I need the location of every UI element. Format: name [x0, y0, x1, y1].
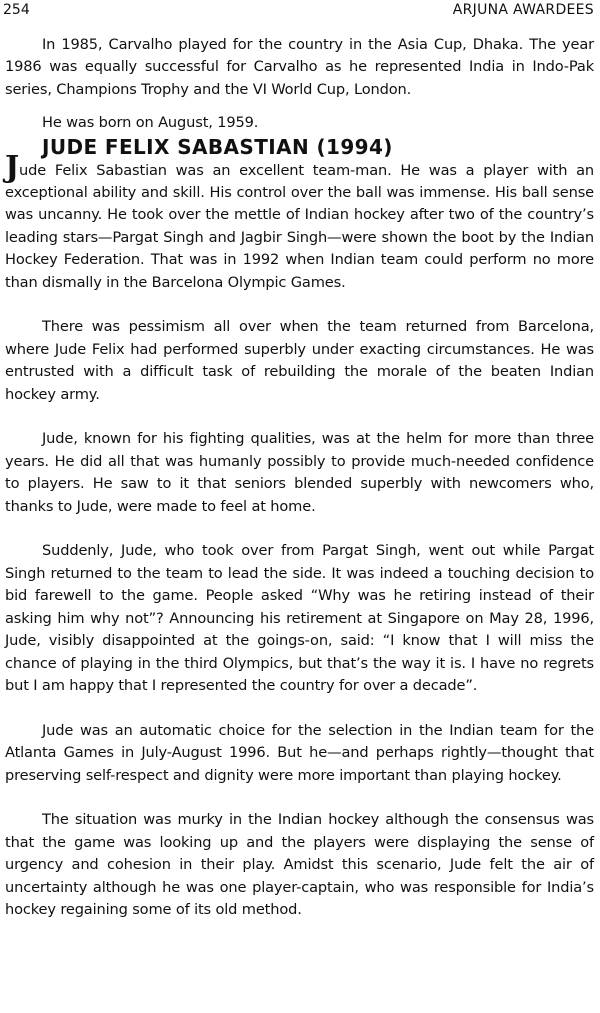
section-title: JUDE FELIX SABASTIAN (1994) — [42, 134, 393, 159]
page-header — [3, 0, 594, 20]
intro-paragraph-1: In 1985, Carvalho played for the country in the Asia Cup, Dhaka. The year 1986 was equally successful for Carvalho as he represented India in Indo-Pak series, Champions Trophy and the VI World Cup, London. — [5, 36, 594, 98]
section-paragraph-1 — [5, 149, 594, 294]
page-number: 254 — [3, 2, 30, 18]
section-paragraph-1-text: ude Felix Sabastian was an excellent team-man. He was a player with an exceptional ability and skill. His control over the ball was immense. His ball sense was uncanny. He took over the mettle of Indian hockey after two of the country’s leading stars—Pargat Singh and Jagbir Singh—were shown the boot by the Indian Hockey Federation. That was in 1992 when Indian team could perform no more than dismally in the Barcelona Olympic Games. — [5, 161, 594, 291]
intro-paragraph-2: He was born on August, 1959. — [42, 114, 259, 132]
page-body — [5, 34, 594, 921]
running-head: ARJUNA AWARDEES — [452, 2, 594, 18]
section-paragraph-4: Suddenly, Jude, who took over from Pargat Singh, went out while Pargat Singh returned to the team to lead the side. It was indeed a touching decision to bid farewell to the game. People asked “Why was he retiring instead of their asking him why not”? Announcing his retirement at Singapore on May 28, 1996, Jude, visibly disappointed at the goings-on, said: “I know that I will miss the chance of playing in the third Olympics, but that’s the way it is. I have no regrets but I am happy that I represented the country for over a decade”. — [5, 542, 594, 694]
section-paragraph-6: The situation was murky in the Indian hockey although the consensus was that the game was looking up and the players were displaying the sense of urgency and cohesion in their play. Amidst this scenario, Jude felt the air of uncertainty although he was one player-captain, who was responsible for India’s hockey regaining some of its old method. — [5, 811, 594, 918]
drop-cap: J — [5, 149, 20, 185]
section-paragraph-5: Jude was an automatic choice for the selection in the Indian team for the Atlanta Games in July-August 1996. But he—and perhaps rightly—thought that preserving self-respect and dignity were more important than playing hockey. — [5, 721, 594, 784]
section-paragraph-2: There was pessimism all over when the team returned from Barcelona, where Jude Felix had performed superbly under exacting circumstances. He was entrusted with a difficult task of rebuilding the morale of the beaten Indian hockey army. — [5, 318, 594, 403]
section-paragraph-3: Jude, known for his fighting qualities, was at the helm for more than three years. He did all that was humanly possibly to provide much-needed confidence to players. He saw to it that seniors blended superbly with newcomers who, thanks to Jude, were made to feel at home. — [5, 430, 594, 515]
